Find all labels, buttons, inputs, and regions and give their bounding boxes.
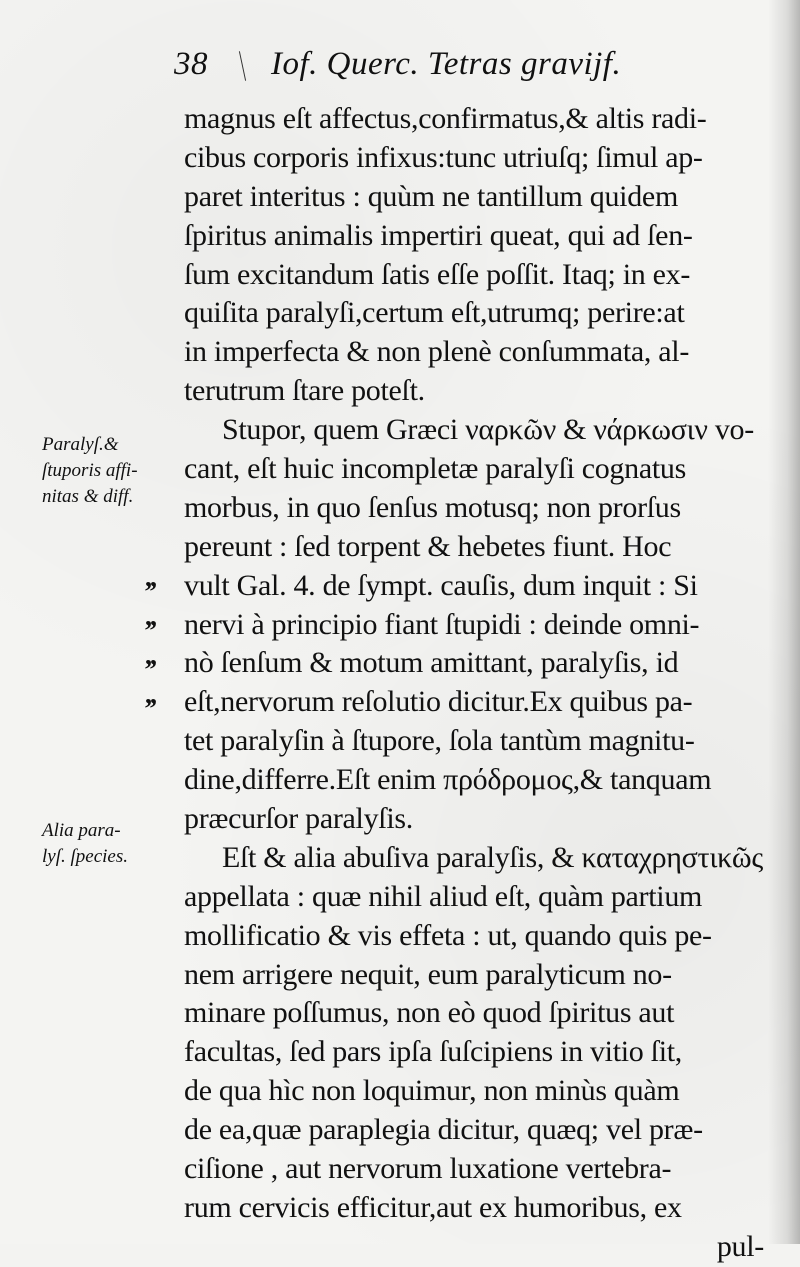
text-line: appellata : quæ nihil aliud eſt, quàm partium [184, 879, 703, 913]
text-line: paret interitus : quùm ne tantillum quidem [184, 179, 678, 213]
text-line: pereunt : ſed torpent & hebetes fiunt. Hoc [184, 529, 672, 563]
running-header [174, 46, 621, 83]
margin-note-other-species [42, 818, 182, 870]
text-line: ciſione , aut nervorum luxatione vertebra- [184, 1152, 672, 1186]
text-line: in imperfecta & non plenè conſummata, al- [184, 335, 690, 369]
quotation-mark: ,, [145, 679, 155, 710]
quotation-mark: ,, [145, 640, 155, 671]
text-line: morbus, in quo ſenſus motusq; non prorſus [184, 490, 681, 524]
text-line: facultas, ſed pars ipſa ſuſcipiens in vitio ſit, [184, 1035, 682, 1069]
text-line: terutrum ſtare poteſt. [184, 374, 425, 408]
page-number: 38 [174, 46, 208, 82]
paragraph-start-line: Eſt & alia abuſiva paralyſis, & καταχρηστικῶς [222, 840, 763, 874]
text-line: ſpiritus animalis impertiri queat, qui ad ſen- [184, 218, 693, 252]
quotation-mark: ,, [145, 562, 155, 593]
margin-note-line: ſtuporis affi- [42, 460, 138, 481]
margin-note-paralysis-stupor [42, 432, 182, 510]
text-line: nervi à principio fiant ſtupidi : deinde omni- [184, 607, 700, 641]
text-line: tet paralyſin à ſtupore, ſola tantùm magnitu- [184, 724, 695, 758]
text-line: de qua hìc non loquimur, non minùs quàm [184, 1074, 680, 1108]
text-line: rum cervicis efficitur,aut ex humoribus, ex [184, 1190, 682, 1224]
header-divider [239, 52, 246, 82]
text-line: nò ſenſum & motum amittant, paralyſis, id [184, 646, 679, 680]
running-title: Iof. Querc. Tetras gravijf. [271, 46, 622, 82]
margin-note-line: lyſ. ſpecies. [42, 846, 128, 867]
catchword: pul- [716, 1229, 764, 1263]
text-line: magnus eſt affectus,confirmatus,& altis radi- [184, 102, 707, 135]
quotation-mark: ,, [145, 601, 155, 632]
text-line: de ea,quæ paraplegia dicitur, quæq; vel præ- [184, 1113, 703, 1147]
text-line: cibus corporis infixus:tunc utriuſq; ſimul ap- [184, 140, 703, 174]
page-edge-shadow [768, 0, 800, 1244]
margin-note-line: nitas & diff. [42, 486, 134, 507]
margin-note-line: Paralyſ.& [42, 434, 119, 455]
text-line: vult Gal. 4. de ſympt. cauſis, dum inquit : Si [184, 568, 698, 602]
main-text-block [184, 100, 768, 1267]
text-line: quiſita paralyſi,certum eſt,utrumq; perire:at [184, 296, 685, 330]
paragraph-start-line: Stupor, quem Græci ναρκῶν & νάρκωσιν vo- [222, 413, 754, 447]
text-line: ſum excitandum ſatis eſſe poſſit. Itaq; in ex- [184, 257, 691, 291]
text-line: mollificatio & vis effeta : ut, quando quis pe- [184, 918, 712, 952]
text-line: dine,differre.Eſt enim πρόδρομος,& tanquam [184, 763, 712, 797]
text-line: eſt,nervorum reſolutio dicitur.Ex quibus pa- [184, 685, 693, 719]
text-line: præcurſor paralyſis. [184, 802, 413, 836]
text-line: nem arrigere nequit, eum paralyticum no- [184, 957, 672, 991]
margin-note-line: Alia para- [42, 820, 121, 841]
text-line: cant, eſt huic incompletæ paralyſi cognatus [184, 452, 686, 486]
text-line: minare poſſumus, non eò quod ſpiritus aut [184, 996, 675, 1030]
